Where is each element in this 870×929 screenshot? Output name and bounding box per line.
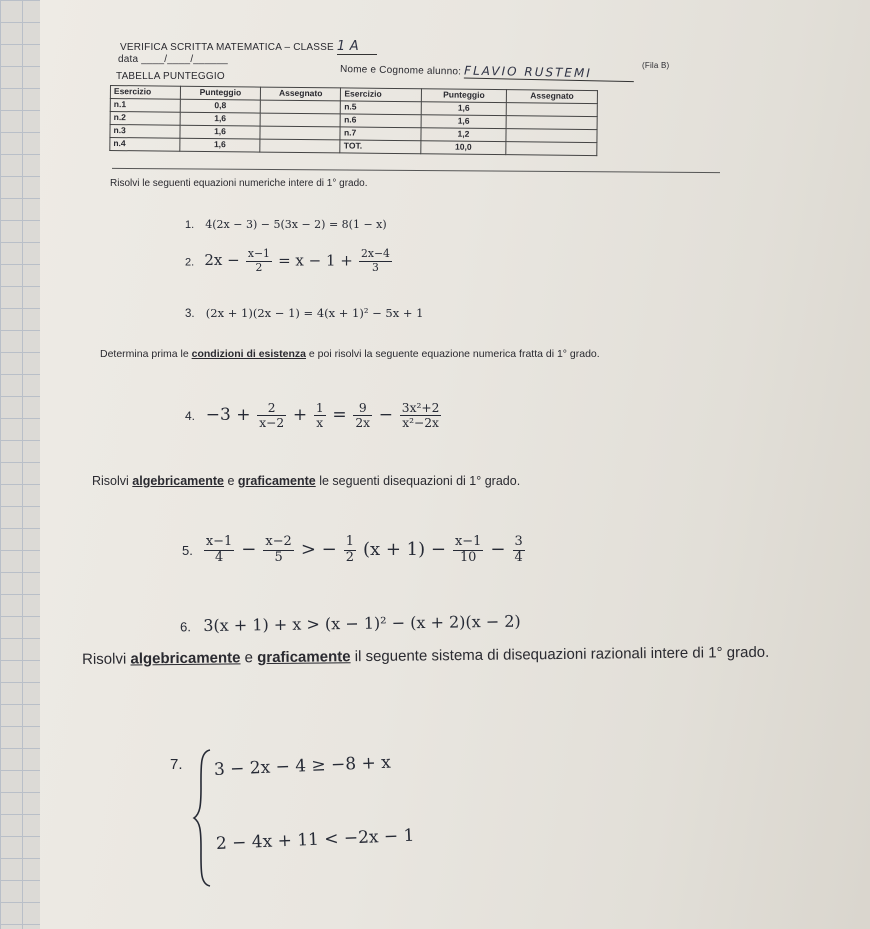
numerator: x−1 xyxy=(454,534,482,549)
table-cell: 1,6 xyxy=(180,125,260,139)
denominator: 2x xyxy=(355,416,371,431)
exercise-number: 6. xyxy=(179,619,191,635)
table-cell: 1,2 xyxy=(421,128,507,142)
header-cell: Esercizio xyxy=(341,88,421,102)
test-title xyxy=(120,39,377,55)
denominator: x²−2x xyxy=(402,416,439,431)
table-cell xyxy=(506,116,597,130)
exercise-1 xyxy=(185,218,387,231)
fraction xyxy=(513,536,525,565)
header-cell: Assegnato xyxy=(507,90,598,104)
exercise-expression: 4(2x − 3) − 5(3x − 2) = 8(1 − x) xyxy=(205,218,387,231)
exercise-6 xyxy=(180,612,521,637)
exercise-expression: 3(x + 1) + x > (x − 1)² − (x + 2)(x − 2) xyxy=(203,611,521,636)
divider xyxy=(112,168,720,173)
exercise-5 xyxy=(182,536,527,565)
table-cell: 1,6 xyxy=(180,112,260,126)
table-cell xyxy=(506,142,597,156)
numerator: 1 xyxy=(345,534,354,549)
exercise-number: 1. xyxy=(185,219,195,231)
system-line-1: 3 − 2x − 4 ≥ −8 + x xyxy=(213,752,392,780)
table-cell: n.4 xyxy=(110,138,180,152)
instruction-text: Determina prima le xyxy=(100,348,192,360)
numerator: x−2 xyxy=(265,534,292,549)
table-cell: 0,8 xyxy=(180,99,260,113)
exercise-number: 3. xyxy=(185,308,195,320)
denominator: 4 xyxy=(214,549,224,565)
fila-label: (Fila B) xyxy=(642,61,670,70)
header-cell: Assegnato xyxy=(261,87,341,101)
fraction xyxy=(263,536,293,565)
fraction xyxy=(246,249,272,274)
expr-part: −3 + xyxy=(205,405,251,426)
numerator: 2x−4 xyxy=(361,247,390,260)
instruction-emphasis: algebricamente xyxy=(130,649,241,668)
exercise-expression: (2x + 1)(2x − 1) = 4(x + 1)² − 5x + 1 xyxy=(205,306,424,320)
table-cell xyxy=(260,126,340,140)
instruction-emphasis: graficamente xyxy=(237,474,316,488)
table-cell: 1,6 xyxy=(421,102,507,116)
instruction-text: e xyxy=(240,649,258,667)
denominator: 10 xyxy=(459,549,477,565)
name-label: Nome e Cognome alunno: xyxy=(339,63,462,78)
instruction-text: e xyxy=(224,474,238,488)
denominator: x−2 xyxy=(259,416,285,431)
instruction-emphasis: graficamente xyxy=(257,648,351,667)
header-cell: Esercizio xyxy=(110,86,180,100)
denominator: x xyxy=(316,416,324,431)
worksheet-page xyxy=(40,0,870,929)
date-label: data xyxy=(118,54,139,65)
expr-part: > − xyxy=(300,539,337,561)
instruction-text: e poi risolvi la seguente equazione numerica fratta di 1° grado. xyxy=(305,348,600,360)
numerator: x−1 xyxy=(247,247,270,260)
section-3-instruction xyxy=(92,474,520,488)
numerator: 9 xyxy=(353,402,372,416)
instruction-emphasis: condizioni di esistenza xyxy=(191,348,306,360)
table-cell xyxy=(506,129,597,143)
table-cell: 10,0 xyxy=(421,141,507,155)
expr-part: 2x − xyxy=(204,251,240,270)
expr-part: (x + 1) − xyxy=(362,539,446,561)
name-value: FLAVIO RUSTEMI xyxy=(464,64,634,83)
header-cell: Punteggio xyxy=(180,86,260,100)
instruction-text: le seguenti disequazioni di 1° grado. xyxy=(315,474,521,488)
expr-part: = x − 1 + xyxy=(278,251,353,270)
date-row xyxy=(118,54,228,65)
numerator: x−1 xyxy=(205,534,233,549)
instruction-emphasis: algebricamente xyxy=(132,474,225,488)
section-1-instruction: Risolvi le seguenti equazioni numeriche intere di 1° grado. xyxy=(110,178,368,189)
denominator: 2 xyxy=(345,549,354,565)
numerator: 2 xyxy=(257,402,286,416)
table-cell: n.2 xyxy=(110,112,180,126)
exercise-number: 4. xyxy=(185,409,196,424)
table-cell: n.3 xyxy=(110,125,180,139)
fraction xyxy=(257,402,286,429)
table-cell: n.6 xyxy=(341,114,421,128)
instruction-text: Risolvi xyxy=(82,650,131,668)
table-title: TABELLA PUNTEGGIO xyxy=(116,71,225,82)
exercise-3 xyxy=(185,306,423,320)
expr-part: − xyxy=(378,405,394,426)
score-table xyxy=(109,85,598,156)
section-2-instruction xyxy=(100,348,600,360)
numerator: 3x²+2 xyxy=(401,401,440,415)
denominator: 5 xyxy=(274,549,283,565)
exercise-2 xyxy=(185,249,394,274)
expr-part: − xyxy=(490,539,506,561)
denominator: 2 xyxy=(255,260,263,274)
numerator: 3 xyxy=(514,534,523,549)
fraction xyxy=(359,249,392,274)
fraction xyxy=(344,536,356,565)
exercise-number: 2. xyxy=(185,256,195,269)
section-4-instruction xyxy=(82,644,769,668)
date-value: ____/____/______ xyxy=(141,54,228,65)
table-cell xyxy=(260,100,340,114)
fraction xyxy=(400,402,442,429)
table-cell: 1,6 xyxy=(421,115,507,129)
table-cell: 1,6 xyxy=(180,138,260,152)
system-line-2: 2 − 4x + 11 < −2x − 1 xyxy=(215,825,415,854)
instruction-text: il seguente sistema di disequazioni razionali intere di 1° grado. xyxy=(350,643,770,666)
denominator: 4 xyxy=(514,549,523,565)
class-value: 1 A xyxy=(337,39,377,55)
expr-part: + xyxy=(292,405,308,426)
table-cell xyxy=(506,103,597,117)
name-row xyxy=(340,61,634,82)
numerator: 1 xyxy=(315,401,324,415)
exercise-number: 7. xyxy=(170,756,183,773)
table-cell: n.5 xyxy=(341,101,421,115)
table-cell xyxy=(260,139,340,153)
expr-part: − xyxy=(241,539,257,561)
table-cell: TOT. xyxy=(340,140,420,154)
exercise-4 xyxy=(185,402,443,429)
fraction xyxy=(314,402,326,429)
table-cell: n.1 xyxy=(110,99,180,113)
instruction-text: Risolvi xyxy=(92,474,133,488)
header-cell: Punteggio xyxy=(421,89,507,103)
denominator: 3 xyxy=(372,260,379,274)
table-cell: n.7 xyxy=(340,127,420,141)
fraction xyxy=(204,536,234,565)
table-cell xyxy=(260,113,340,127)
fraction xyxy=(453,536,483,565)
exercise-number: 5. xyxy=(182,543,193,559)
expr-part: = xyxy=(332,405,347,426)
test-title-text: VERIFICA SCRITTA MATEMATICA – CLASSE xyxy=(120,42,334,53)
system-brace xyxy=(192,748,214,888)
fraction xyxy=(353,402,372,429)
